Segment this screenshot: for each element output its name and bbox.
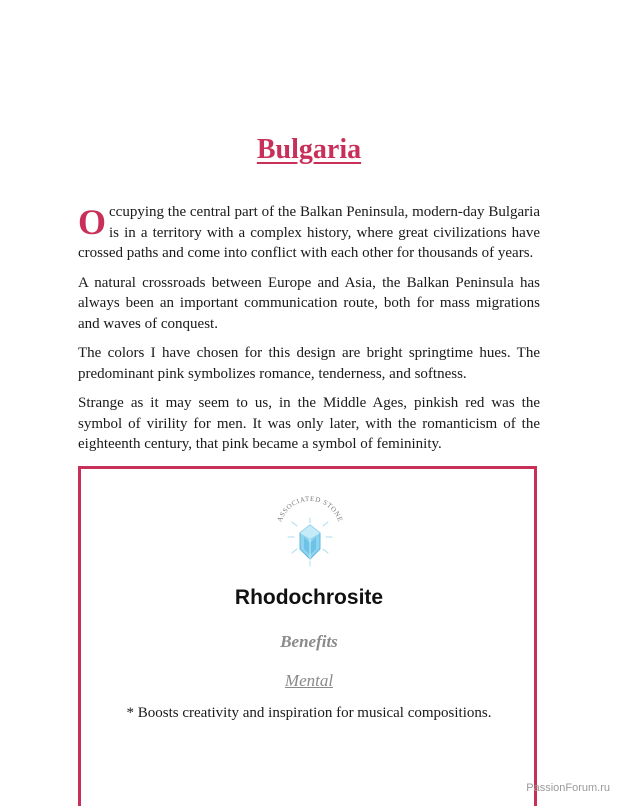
stone-name: Rhodochrosite [234,586,384,609]
drop-cap: O [78,202,107,242]
paragraph: Strange as it may seem to us, in the Middle Ages, pinkish red was the symbol of virility for men. It was only later, with the romanticism of the eighteenth century, that pink became a symbol of femininity. [78,395,540,452]
benefits-heading: Benefits [280,632,338,651]
benefit-item: * Boosts creativity and inspiration for musical compositions. [126,705,492,721]
watermark: PassionForum.ru [526,782,610,794]
intro-paragraph-text: ccupying the central part of the Balkan Peninsula, modern-day Bulgaria is in a territory with a complex history, where great civilizations have crossed paths and come into conflict with each other for thousands of years. [78,204,540,261]
mental-subheading: Mental [284,671,334,690]
associated-stone-badge-icon [270,493,350,573]
badge-text: ASSOCIATED STONE [275,494,345,524]
article-body [78,202,540,464]
page-title: Bulgaria [256,134,362,165]
paragraph: A natural crossroads between Europe and Asia, the Balkan Peninsula has always been an important communication route, both for mass migrations and waves of conquest. [78,274,540,332]
intro-paragraph [78,202,540,264]
crystal-icon [300,525,320,559]
paragraph: The colors I have chosen for this design are bright springtime hues. The predominant pink symbolizes romance, tenderness, and softness. [78,345,540,382]
